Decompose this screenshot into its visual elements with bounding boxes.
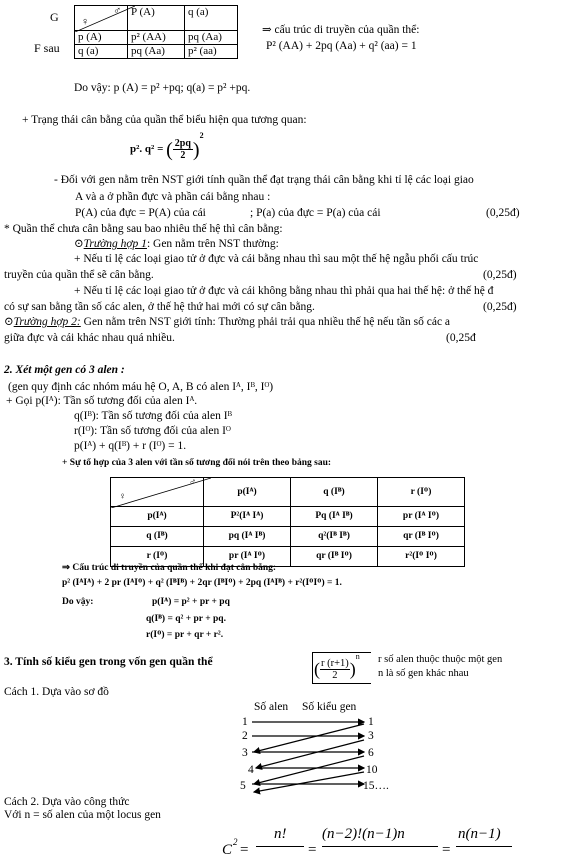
sec3-frac-exp: n <box>355 652 360 661</box>
case2-b: giữa đực và cái khác nhau quá nhiều. <box>4 332 175 344</box>
case2-label: Trường hợp 2: <box>13 316 81 328</box>
gender-gene-2: A và a ở phần đực và phần cái bằng nhau : <box>75 191 271 203</box>
t2-row-head: r (Iᴼ) <box>111 547 204 567</box>
row-qa: q (a) <box>75 45 128 59</box>
cach1: Cách 1. Dựa vào sơ đồ <box>4 686 109 698</box>
cell-22: p² (aa) <box>185 45 238 59</box>
corner-cell <box>75 6 128 31</box>
diagram-right-1: 1 <box>368 716 374 728</box>
sec3-box-fraction: ( $\frac{r (r+1)}{2}$ )$^n$ <box>314 652 360 682</box>
case1-b: truyền của quần thể sẽ cân bằng. <box>4 269 154 281</box>
t2-cell: r²(Iᴼ Iᴼ) <box>378 547 465 567</box>
case1-text: : Gen nằm trên NST thường: <box>146 238 279 250</box>
diagram-arrows <box>240 712 380 796</box>
case2-a: Gen nằm trên NST giới tính: Thường phải trải qua nhiều thế hệ nếu tần số các a <box>80 316 451 328</box>
diagram-right-2: 3 <box>368 730 374 742</box>
diagram-right-4: 10 <box>366 764 378 776</box>
score-4: (0,25đ <box>446 332 476 344</box>
sec2-title: 2. Xét một gen có 3 alen : <box>4 364 125 376</box>
sec2-equation: p² (IᴬIᴬ) + 2 pr (IᴬIᴼ) + q² (IᴮIᴮ) + 2qr (IᴮIᴼ) + 2pq (IᴬIᴮ) + r²(IᴼIᴼ) = 1. <box>62 578 342 588</box>
diagram-left-3: 3 <box>242 747 248 759</box>
score-3: (0,25đ) <box>483 301 517 313</box>
sec2-struct: ⇒ Cấu trúc di truyền của quần thể khi đạt cân bằng: <box>62 563 277 573</box>
sec2-r3: r(Iᴼ) = pr + qr + r². <box>146 630 224 640</box>
t2-row-head: q (Iᴮ) <box>111 527 204 547</box>
top-result-1: ⇒ cấu trúc di truyền của quần thể: <box>262 24 420 36</box>
sec2-d: r(Iᴼ): Tần số tương đối của alen Iᴼ <box>74 425 231 437</box>
case1-c: + Nếu tỉ lệ các loại giao tử ở đực và cái không bằng nhau thì phải qua hai thế hệ: ở thế hệ đ <box>74 285 494 297</box>
sec3-frac-bot: 2 <box>332 670 338 682</box>
sec3-box-l2: n là số gen khác nhau <box>378 668 469 679</box>
t2-cell: q²(Iᴮ Iᴮ) <box>291 527 378 547</box>
t2-cell: pr (Iᴬ Iᴼ) <box>378 507 465 527</box>
t2-cell: pr (Iᴬ Iᴼ) <box>204 547 291 567</box>
formula-balance: p². q² = ( $\frac{2pq}{2}$ )$^2$ <box>130 131 204 161</box>
sec2-dovay: Do vậy: <box>62 597 94 607</box>
t2-female-symbol: ♀ <box>119 492 127 502</box>
score-2: (0,25đ) <box>483 269 517 281</box>
t2-cell: qr (Iᴮ Iᴼ) <box>291 547 378 567</box>
t2-male-symbol: ♂ <box>189 478 197 488</box>
sec2-c: q(Iᴮ): Tần số tương đối của alen Iᴮ <box>74 410 232 422</box>
t2-row <box>111 507 465 527</box>
gender-gene-3b: ; P(a) của đực = P(a) của cái <box>250 207 381 219</box>
sec3-title: 3. Tính số kiểu gen trong vốn gen quần thể <box>4 656 213 668</box>
male-symbol: ♂ <box>113 5 122 17</box>
fsau-label: F sau <box>34 41 60 55</box>
t2-cell: Pq (Iᴬ Iᴮ) <box>291 507 378 527</box>
sec2-a: (gen quy định các nhóm máu hệ O, A, B có alen Iᴬ, Iᴮ, Iᴼ) <box>8 381 274 393</box>
sec3-box-l1: r số alen thuộc thuộc một gen <box>378 654 503 665</box>
t2-row-head: p(Iᴬ) <box>111 507 204 527</box>
sec2-b: + Gọi p(Iᴬ): Tần số tương đối của alen Iᴬ. <box>6 395 198 407</box>
diagram-left-1: 1 <box>242 716 248 728</box>
sec2-r1: p(Iᴬ) = p² + pr + pq <box>152 597 230 607</box>
t2-corner <box>111 478 204 507</box>
cach2-b: Với n = số alen của một locus gen <box>4 809 161 821</box>
t2-h1: p(Iᴬ) <box>204 478 291 507</box>
female-symbol: ♀ <box>81 16 90 28</box>
diagram-left-4: 4 <box>248 764 254 776</box>
diagram-right-3: 6 <box>368 747 374 759</box>
row-pA: p (A) <box>75 31 128 45</box>
allele-table <box>110 477 465 567</box>
cell-21: pq (Aa) <box>128 45 185 59</box>
t2-row <box>111 527 465 547</box>
formula-f2-top: (n−2)!(n−1)n <box>322 826 405 842</box>
diagram-header-alleles: Số alen <box>254 701 289 713</box>
t2-cell: qr (Iᴮ Iᴼ) <box>378 527 465 547</box>
score-1: (0,25đ) <box>486 207 520 219</box>
t2-cell: pq (Iᴬ Iᴮ) <box>204 527 291 547</box>
cell-12: pq (Aa) <box>185 31 238 45</box>
do-vay-1: Do vậy: p (A) = p² +pq; q(a) = p² +pq. <box>74 82 251 94</box>
diagram-left-5: 5 <box>240 780 246 792</box>
sec2-table-intro: + Sự tổ hợp của 3 alen với tần số tương đối nói trên theo bảng sau: <box>62 458 332 468</box>
diagram-left-2: 2 <box>242 730 248 742</box>
sec3-frac-top: r (r+1) <box>321 657 349 669</box>
case1-d: có sự san bằng tần số các alen, ở thế hệ thứ hai mới có sự cân bằng. <box>4 301 315 313</box>
diagram-right-5: 15…. <box>363 780 389 792</box>
g-label: G <box>50 10 59 24</box>
t2-cell: P²(Iᴬ Iᴬ) <box>204 507 291 527</box>
sec2-r2: q(Iᴮ) = q² + pr + pq. <box>146 614 226 624</box>
gender-gene-1: - Đối với gen nằm trên NST giới tính quần thể đạt trạng thái cân bằng khi tỉ lệ các loại giao <box>54 174 474 186</box>
case1-heading: ⊙Trường hợp 1: Gen nằm trên NST thường: <box>74 238 279 250</box>
case1-a: + Nếu tỉ lệ các loại giao tử ở đực và cái bằng nhau thì sau một thế hệ ngẫu phối cấu trúc <box>74 253 479 265</box>
gender-gene-3a: P(A) của đực = P(A) của cái <box>75 207 206 219</box>
case2-heading: ⊙Trường hợp 2: Gen nằm trên NST giới tính: Thường phải trải qua nhiều thế hệ nếu tần số các a <box>4 316 451 328</box>
unbalanced-line: * Quần thể chưa cân bằng sau bao nhiêu thế hệ thì cân bằng: <box>4 223 283 235</box>
sec2-e: p(Iᴬ) + q(Iᴮ) + r (Iᴼ) = 1. <box>74 440 187 452</box>
case1-label: Trường hợp 1 <box>83 238 147 250</box>
t2-h3: r (Iᴼ) <box>378 478 465 507</box>
t2-h2: q (Iᴮ) <box>291 478 378 507</box>
diagram-header-genotypes: Số kiểu gen <box>302 701 357 713</box>
top-result-2: P² (AA) + 2pq (Aa) + q² (aa) = 1 <box>266 40 417 52</box>
formula-sup: 2 <box>233 837 238 847</box>
col-qa: q (a) <box>185 6 238 31</box>
col-pA: P (A) <box>128 6 185 31</box>
gamete-table <box>74 5 238 59</box>
cell-11: p² (AA) <box>128 31 185 45</box>
formula-f1-top: n! <box>274 826 287 842</box>
sec3-box <box>312 652 544 682</box>
formula-f3-top: n(n−1) <box>458 826 501 842</box>
formula-lhs: C <box>222 842 233 858</box>
balance-line: + Trạng thái cân bằng của quần thể biểu hiện qua tương quan: <box>22 114 307 126</box>
cach2: Cách 2. Dựa vào công thức <box>4 796 130 808</box>
